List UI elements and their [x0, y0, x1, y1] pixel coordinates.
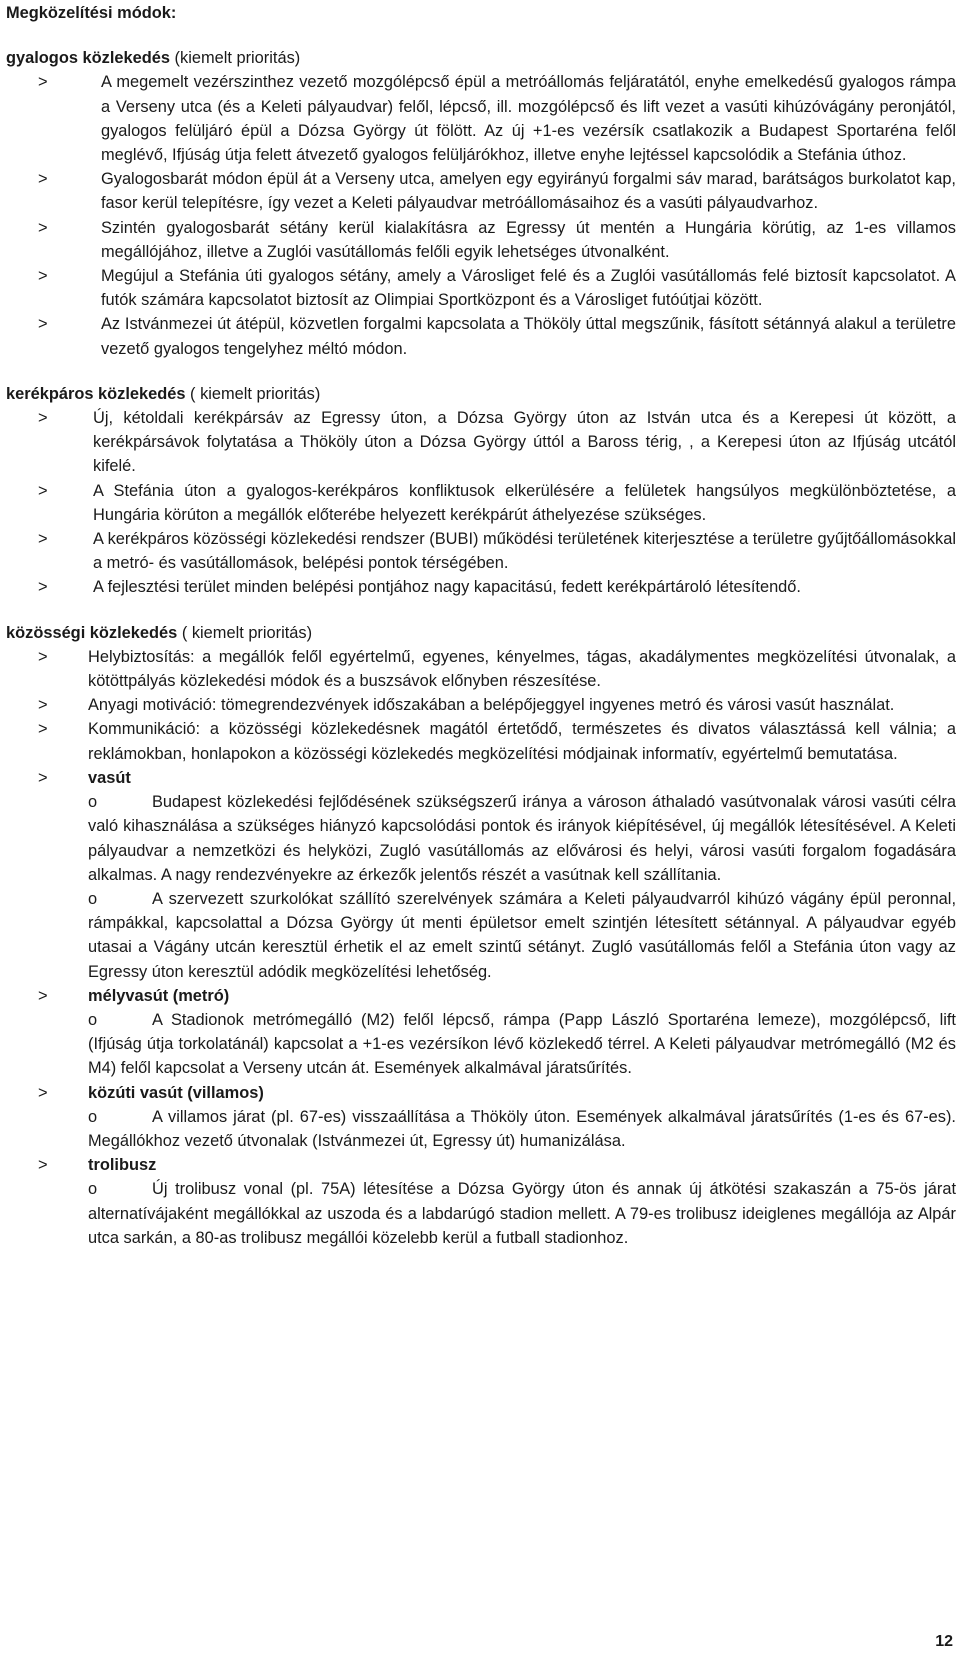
bullet-item — [6, 216, 956, 264]
bullet-item — [6, 167, 956, 215]
sub-item — [88, 887, 956, 984]
mode-heading: mélyvasút (metró) — [88, 986, 230, 1005]
bullet-marker: > — [38, 647, 48, 666]
sub-marker: o — [88, 1107, 98, 1126]
bullet-text: A Stefánia úton a gyalogos-kerékpáros konfliktusok elkerülésére a felületek hangsúlyos megkülönböztetése, a Hungária körúton a megállók előterébe helyezett kerékpárút áthelyezése szükséges. — [93, 481, 956, 524]
bullet-text: Gyalogosbarát módon épül át a Verseny utca, amelyen egy egyirányú forgalmi sáv marad, barátságos burkolatot kap, fasor kerül telepítésre, így vezet a Keleti pályaudvar metróállomásaihoz és a vasúti pályaudvarhoz. — [101, 170, 956, 213]
bullet-marker: > — [38, 530, 48, 549]
sub-text: Új trolibusz vonal (pl. 75A) létesítése a Dózsa György úton és annak új átkötési szakaszán a 75-ös járat alternatívájaként megállókkal az uszoda és a labdarúgó stadion mellett. A 79-es trolibusz ideiglenes megállója az Alpár utca sarkán, a 80-as trolibusz megállói közelebb kerül a futball stadionhoz. — [88, 1180, 956, 1247]
sub-item — [88, 1105, 956, 1153]
bullet-marker: > — [38, 1156, 48, 1175]
section-cycling — [6, 382, 956, 600]
section-heading — [6, 46, 956, 70]
bullet-item — [6, 70, 956, 167]
bullet-text: A megemelt vezérszinthez vezető mozgólépcső épül a metróállomás feljáratától, enyhe emelkedésű gyalogos rámpa a Verseny utca (és a Keleti pályaudvar) felől, lépcső, ill. mozgólépcső és lift vezet a vasúti kihúzóvágány peronjától, gyalogos felüljáró épül a Dózsa György út fölött. Az új +1-es vezérsík csatlakozik a Budapest Sportaréna felől meglévő, Ifjúság útja felett átvezető gyalogos felüljárókhoz, illetve enyhe lejtéssel kapcsolódik a Stefánia úthoz. — [101, 73, 956, 165]
mode-item-metro — [6, 984, 956, 1081]
bullet-item — [6, 717, 956, 765]
section-heading-label: közösségi közlekedés — [6, 623, 178, 642]
bullet-text: Kommunikáció: a közösségi közlekedésnek magától értetődő, természetes és divatos választássá kell válnia; a reklámokban, honlapokon a közösségi közlekedés megközelítési módjainak informatív, egyértelmű bemutatása. — [88, 720, 956, 763]
sub-marker: o — [88, 1180, 98, 1199]
bullet-marker: > — [38, 578, 48, 597]
bullet-marker: > — [38, 315, 48, 334]
bullet-marker: > — [38, 768, 48, 787]
mode-item-trolleybus — [6, 1153, 956, 1250]
sub-text: A szervezett szurkolókat szállító szerelvények számára a Keleti pályaudvarról kihúzó vágány épül peronnal, rámpákkal, kapcsolattal a Dózsa György út menti épületsor emelt szintjén létesített sétánnyal. A pályaudvar egyéb utasai a Vágány utcán keresztül érhetik el az emelt szintű sétányt. Zugló vasútállomás felől a Stefánia úton vagy az Egressy úton keresztül adódik megközelítési lehetőség. — [88, 889, 956, 981]
bullet-item — [6, 527, 956, 575]
sub-text: A villamos járat (pl. 67-es) visszaállítása a Thököly úton. Események alkalmával járatsűrítés (1-es és 67-es). Megállókhoz vezető útvonalak (Istvánmezei út, Egressy út) humanizálása. — [88, 1107, 956, 1150]
section-heading-note: ( kiemelt prioritás) — [177, 623, 313, 642]
bullet-marker: > — [38, 170, 48, 189]
mode-item-tram — [6, 1081, 956, 1154]
bullet-text: Anyagi motiváció: tömegrendezvények időszakában a belépőjeggyel ingyenes metró és városi vasút használat. — [88, 696, 895, 715]
sub-item — [88, 790, 956, 887]
bullet-item — [6, 575, 956, 599]
section-heading-label: gyalogos közlekedés — [6, 49, 170, 68]
sub-marker: o — [88, 889, 98, 908]
sub-marker: o — [88, 793, 98, 812]
section-public-transport — [6, 621, 956, 1250]
bullet-item — [6, 406, 956, 479]
sub-item — [88, 1177, 956, 1250]
section-pedestrian — [6, 46, 956, 361]
bullet-marker: > — [38, 267, 48, 286]
bullet-marker: > — [38, 986, 48, 1005]
bullet-text: Helybiztosítás: a megállók felől egyértelmű, egyenes, kényelmes, tágas, akadálymentes megközelítési útvonalak, a kötöttpályás közlekedési módok és a buszsávok előnyben részesítése. — [88, 647, 956, 691]
bullet-marker: > — [38, 73, 48, 92]
mode-heading: vasút — [88, 768, 131, 787]
bullet-marker: > — [38, 218, 48, 237]
mode-item-rail — [6, 766, 956, 984]
sub-text: Budapest közlekedési fejlődésének szükségszerű iránya a városon áthaladó vasútvonalak városi vasúti célra való kihasználása a szükséges hiányzó kapcsolódási pontok és irányok kiépítésével, új megállók létesítésével. A Keleti pályaudvar a nemzetközi és helyközi, Zugló vasútállomás az elővárosi és helyi, városi vasúti forgalom fogadására alkalmas. A nagy rendezvényekre az érkezők jelentős részét a vasútnak kell szállítania. — [88, 793, 956, 884]
bullet-text: Új, kétoldali kerékpársáv az Egressy úton, a Dózsa György úton az István utca és a Kerepesi út között, a kerékpársávok folytatása a Thököly úton a Dózsa György úttól a Baross térig, , a Kerepesi úton az Ifjúság utcától kifelé. — [93, 409, 956, 476]
section-heading-label: kerékpáros közlekedés — [6, 384, 186, 403]
bullet-item — [6, 264, 956, 312]
document-page — [6, 0, 956, 1250]
sub-item — [88, 1008, 956, 1081]
mode-heading: közúti vasút (villamos) — [88, 1083, 264, 1102]
section-heading-note: (kiemelt prioritás) — [169, 49, 301, 68]
bullet-item — [6, 693, 956, 717]
sub-marker: o — [88, 1010, 98, 1029]
bullet-marker: > — [38, 481, 48, 500]
section-heading — [6, 621, 956, 645]
bullet-item — [6, 645, 956, 693]
bullet-text: A fejlesztési terület minden belépési pontjához nagy kapacitású, fedett kerékpártároló létesítendő. — [93, 578, 801, 597]
section-heading — [6, 382, 956, 406]
sub-text: A Stadionok metrómegálló (M2) felől lépcső, rámpa (Papp László Sportaréna lemeze), mozgólépcső, lift (Ifjúság útja torkolatánál) kapcsolat a +1-es vezérsíkon lévő közlekedő térrel. A Keleti pályaudvar metrómegálló (M2 és M4) felől kapcsolat a Verseny utcán át. Események alkalmával járatsűrítés. — [88, 1010, 956, 1078]
page-title: Megközelítési módok: — [6, 4, 177, 22]
bullet-marker: > — [38, 696, 48, 715]
bullet-text: A kerékpáros közösségi közlekedési rendszer (BUBI) működési területének kiterjesztése a területre gyűjtőállomásokkal a metró- és vasútállomások, belépési pontok térségében. — [93, 530, 956, 573]
bullet-item — [6, 479, 956, 527]
bullet-text: Szintén gyalogosbarát sétány kerül kialakításra az Egressy út mentén a Hungária körútig, az 1-es villamos megállójához, illetve a Zuglói vasútállomás felőli egyik lehetséges útvonalként. — [101, 218, 956, 261]
bullet-item — [6, 312, 956, 360]
bullet-marker: > — [38, 409, 48, 428]
section-heading-note: ( kiemelt prioritás) — [185, 384, 321, 403]
mode-heading: trolibusz — [88, 1156, 157, 1175]
bullet-text: Az Istvánmezei út átépül, közvetlen forgalmi kapcsolata a Thököly úttal megszűnik, fásított sétánnyá alakul a területre vezető gyalogos tengelyhez méltó módon. — [101, 315, 956, 358]
bullet-marker: > — [38, 720, 48, 739]
bullet-marker: > — [38, 1083, 48, 1102]
page-number: 12 — [935, 1632, 953, 1650]
bullet-text: Megújul a Stefánia úti gyalogos sétány, amely a Városliget felé és a Zuglói vasútállomás felé biztosít kapcsolatot. A futók számára kapcsolatot biztosít az Olimpiai Sportközpont és a Városliget futóútjai között. — [101, 267, 956, 310]
